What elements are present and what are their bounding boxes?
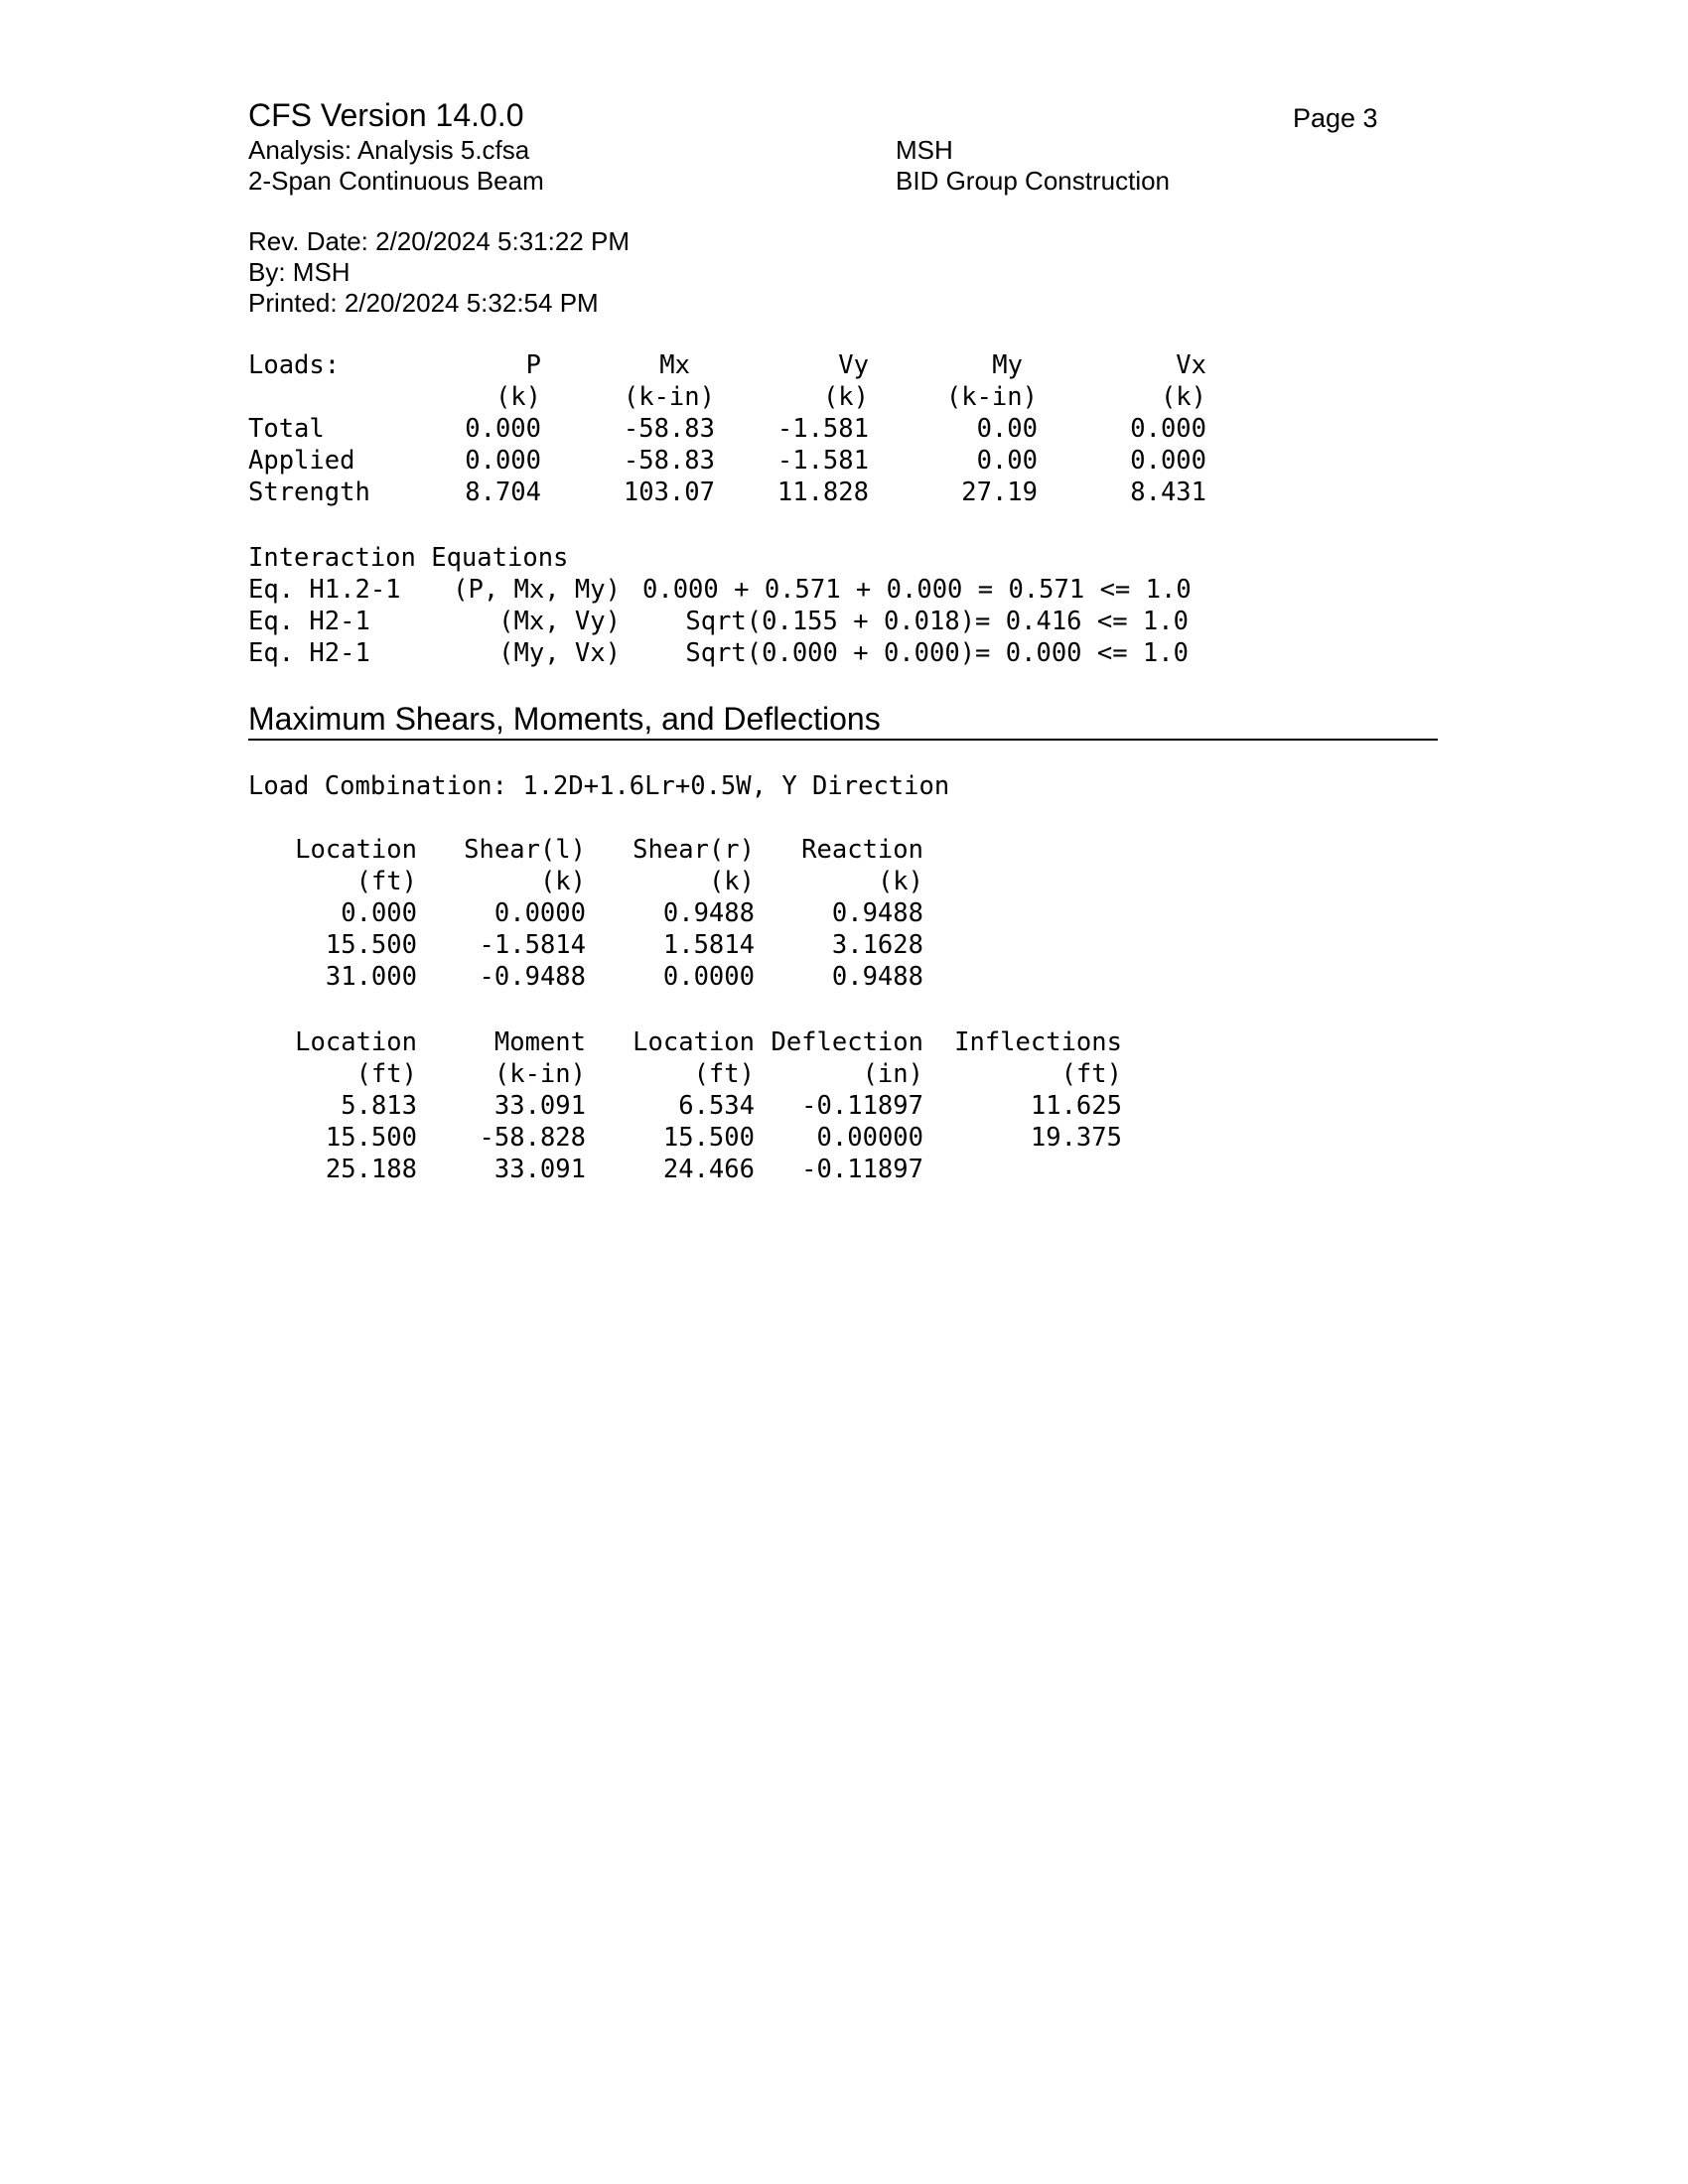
col-header: Location [295,835,417,865]
col-header: Mx [659,350,690,380]
cell-moment: -58.828 [479,1123,586,1153]
equation-vars: (My, Vx) [498,638,621,668]
cell-mx: -58.83 [623,446,715,476]
rev-date: Rev. Date: 2/20/2024 5:31:22 PM [248,226,630,256]
cell-p: 0.000 [465,446,541,476]
col-header: Moment [493,1027,586,1057]
company-name: BID Group Construction [896,166,1171,196]
author: By: MSH [248,257,351,287]
col-header: Shear(l) [464,835,586,865]
col-header: Shear(r) [633,835,755,865]
cell-vx: 0.000 [1130,414,1206,444]
cell-moment: 33.091 [493,1155,586,1184]
cell-deflection: -0.11897 [801,1091,923,1121]
cell-mx: -58.83 [623,414,715,444]
cell-deflection-location: 6.534 [678,1091,755,1121]
moment-units-row [248,1058,1142,1090]
unit-label: (k) [822,382,869,412]
loads-row-applied [248,445,1241,477]
cell-deflection-location: 15.500 [662,1123,755,1153]
interaction-equations [248,542,1241,681]
loads-label: Loads: [248,350,341,380]
row-label: Applied [248,446,355,476]
shear-units-row [248,866,943,897]
col-header: Inflections [954,1027,1122,1057]
cell-shear-left: -0.9488 [479,962,586,992]
cell-reaction: 0.9488 [831,962,923,992]
cell-shear-right: 1.5814 [662,930,755,960]
equation-row [248,637,1241,669]
unit-label: (k) [708,867,755,896]
equation-row [248,606,1241,637]
section-title: Maximum Shears, Moments, and Deflections [248,701,881,737]
row-label: Strength [248,478,370,507]
cell-deflection: 0.00000 [816,1123,923,1153]
table-row [248,1122,1142,1154]
cell-mx: 103.07 [623,478,715,507]
cell-inflection: 19.375 [1030,1123,1122,1153]
loads-units-row [248,381,1241,413]
unit-label: (ft) [693,1059,755,1089]
section-divider [248,739,1438,741]
equation-expr: 0.000 + 0.571 + 0.000 = 0.571 <= 1.0 [642,575,1192,605]
unit-label: (ft) [355,867,417,896]
unit-label: (ft) [355,1059,417,1089]
cell-vx: 0.000 [1130,446,1206,476]
col-header: Vx [1176,350,1206,380]
col-header: Reaction [801,835,923,865]
cell-p: 8.704 [465,478,541,507]
cell-deflection: -0.11897 [801,1155,923,1184]
equation-vars: (P, Mx, My) [453,575,621,605]
cell-vy: -1.581 [776,446,869,476]
table-row [248,961,943,993]
cell-moment-location: 5.813 [341,1091,417,1121]
cell-moment: 33.091 [493,1091,586,1121]
cell-shear-right: 0.0000 [662,962,755,992]
unit-label: (k-in) [623,382,715,412]
cell-vy: 11.828 [776,478,869,507]
analysis-file: Analysis: Analysis 5.cfsa [248,135,530,165]
cell-location: 15.500 [325,930,417,960]
col-header: Vy [838,350,869,380]
cell-vy: -1.581 [776,414,869,444]
equation-expr: Sqrt(0.155 + 0.018)= 0.416 <= 1.0 [685,607,1189,636]
unit-label: (k) [1160,382,1206,412]
equation-expr: Sqrt(0.000 + 0.000)= 0.000 <= 1.0 [685,638,1189,668]
col-header: P [525,350,541,380]
load-combination: Load Combination: 1.2D+1.6Lr+0.5W, Y Direction [248,771,950,801]
cell-moment-location: 25.188 [325,1155,417,1184]
col-header: My [992,350,1023,380]
program-version: CFS Version 14.0.0 [248,97,524,133]
cell-my: 0.00 [976,446,1038,476]
cell-p: 0.000 [465,414,541,444]
loads-header-row [248,349,1241,381]
cell-inflection: 11.625 [1030,1091,1122,1121]
equation-row [248,574,1241,606]
unit-label: (k-in) [493,1059,586,1089]
equation-id: Eq. H2-1 [248,607,370,636]
page-number: Page 3 [1293,103,1378,133]
table-row [248,929,943,961]
row-label: Total [248,414,325,444]
cell-reaction: 3.1628 [831,930,923,960]
unit-label: (ft) [1060,1059,1122,1089]
moment-header-row [248,1026,1142,1058]
moment-deflection-table [248,1026,1142,1195]
cell-shear-left: 0.0000 [493,898,586,928]
unit-label: (k) [539,867,586,896]
equation-id: Eq. H2-1 [248,638,370,668]
table-row [248,1154,1142,1185]
engineer-initials: MSH [896,135,953,165]
table-row [248,897,943,929]
cell-my: 27.19 [961,478,1038,507]
equation-id: Eq. H1.2-1 [248,575,401,605]
unit-label: (k) [877,867,923,896]
unit-label: (k) [494,382,541,412]
loads-table [248,349,1241,518]
unit-label: (in) [862,1059,923,1089]
shear-table [248,834,943,1003]
printed-date: Printed: 2/20/2024 5:32:54 PM [248,288,599,318]
unit-label: (k-in) [945,382,1038,412]
col-header: Deflection [771,1027,923,1057]
loads-row-strength [248,477,1241,508]
interaction-title: Interaction Equations [248,543,569,573]
loads-row-total [248,413,1241,445]
cell-location: 0.000 [341,898,417,928]
cell-my: 0.00 [976,414,1038,444]
col-header: Location [295,1027,417,1057]
col-header: Location [633,1027,755,1057]
cell-deflection-location: 24.466 [662,1155,755,1184]
equation-vars: (Mx, Vy) [498,607,621,636]
cell-shear-right: 0.9488 [662,898,755,928]
cell-shear-left: -1.5814 [479,930,586,960]
cell-vx: 8.431 [1130,478,1206,507]
table-row [248,1090,1142,1122]
cell-reaction: 0.9488 [831,898,923,928]
cell-moment-location: 15.500 [325,1123,417,1153]
beam-description: 2-Span Continuous Beam [248,166,544,196]
cell-location: 31.000 [325,962,417,992]
shear-header-row [248,834,943,866]
